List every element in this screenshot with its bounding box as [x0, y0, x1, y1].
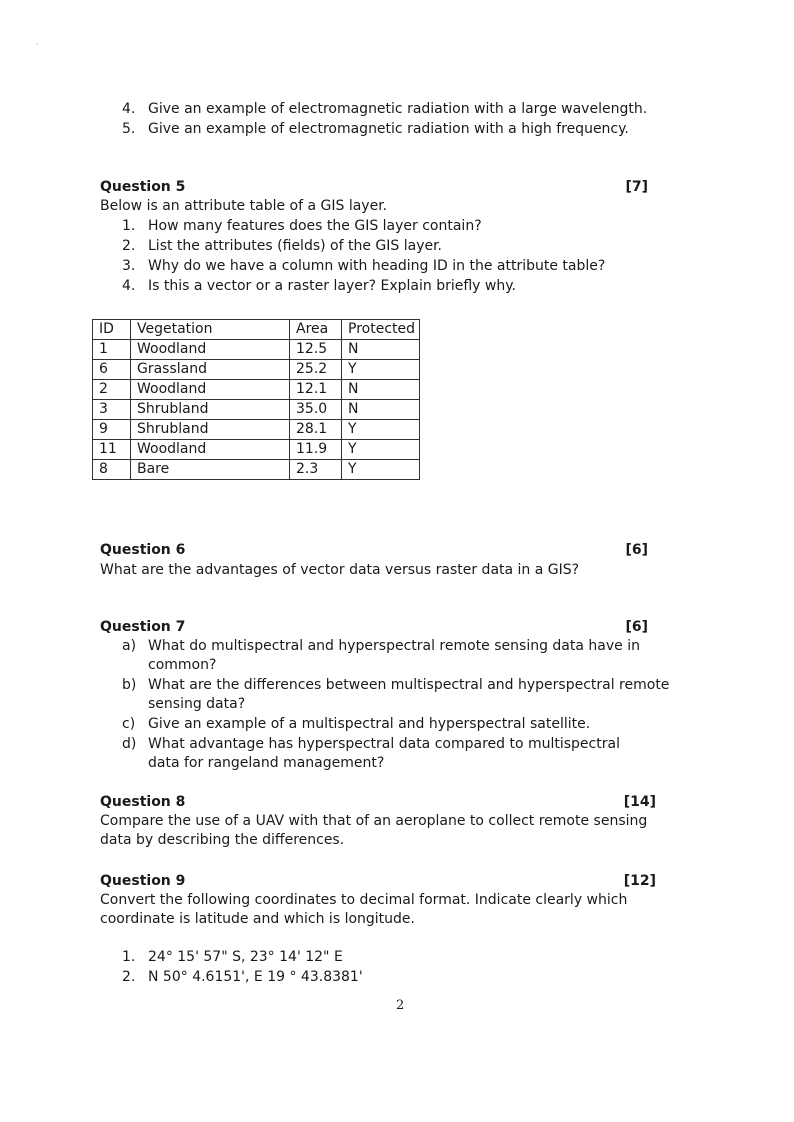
- question-7-list: [122, 637, 692, 774]
- question-9-heading: Question 9 [12]: [100, 873, 656, 889]
- table-cell: 8: [93, 460, 131, 480]
- question-5-marks: [7]: [625, 179, 648, 195]
- table-cell: Woodland: [131, 380, 290, 400]
- list-item: 1. 24° 15' 57" S, 23° 14' 12" E: [122, 949, 343, 965]
- question-5-list: [122, 216, 605, 296]
- list-item: 2. N 50° 4.6151', E 19 ° 43.8381': [122, 969, 363, 985]
- question-9-text: Convert the following coordinates to decimal format. Indicate clearly which coordinate is latitude and which is longitude.: [100, 892, 628, 927]
- table-cell: 9: [93, 420, 131, 440]
- table-cell: Y: [342, 360, 420, 380]
- list-item: 3. Why do we have a column with heading ID in the attribute table?: [122, 258, 606, 274]
- list-item: 1. How many features does the GIS layer contain?: [122, 218, 482, 234]
- table-cell: N: [342, 340, 420, 360]
- table-cell: 12.5: [290, 340, 342, 360]
- table-row: [93, 360, 420, 380]
- table-cell: Y: [342, 460, 420, 480]
- list-item: a) What do multispectral and hyperspectral remote sensing data have in common?: [122, 638, 640, 673]
- table-cell: 25.2: [290, 360, 342, 380]
- table-row: [93, 420, 420, 440]
- table-row: [93, 340, 420, 360]
- attribute-table: [92, 319, 420, 480]
- question-6-marks: [6]: [625, 542, 648, 558]
- question-9-marks: [12]: [623, 873, 656, 889]
- column-header: ID: [93, 320, 131, 340]
- list-item: b) What are the differences between multispectral and hyperspectral remote sensing data?: [122, 677, 670, 712]
- table-row: [93, 380, 420, 400]
- list-item: 2. List the attributes (fields) of the GIS layer.: [122, 238, 443, 254]
- question-4-continued-list: [122, 99, 647, 139]
- question-5-intro: Below is an attribute table of a GIS layer.: [100, 198, 388, 214]
- table-row: [93, 440, 420, 460]
- question-7-marks: [6]: [625, 619, 648, 635]
- table-cell: Woodland: [131, 440, 290, 460]
- table-cell: Bare: [131, 460, 290, 480]
- table-cell: Y: [342, 420, 420, 440]
- table-cell: 3: [93, 400, 131, 420]
- table-row: [93, 400, 420, 420]
- column-header: Area: [290, 320, 342, 340]
- scan-speck: ·: [36, 40, 39, 50]
- question-6-heading: Question 6 [6]: [100, 542, 648, 558]
- table-cell: N: [342, 380, 420, 400]
- question-5-heading: Question 5 [7]: [100, 179, 648, 195]
- table-cell: Woodland: [131, 340, 290, 360]
- table-cell: Shrubland: [131, 400, 290, 420]
- question-8-text: Compare the use of a UAV with that of an aeroplane to collect remote sensing data by describing the differences.: [100, 813, 648, 848]
- column-header: Protected: [342, 320, 420, 340]
- table-cell: 35.0: [290, 400, 342, 420]
- table-cell: 6: [93, 360, 131, 380]
- table-cell: 28.1: [290, 420, 342, 440]
- question-8-marks: [14]: [623, 794, 656, 810]
- list-item: c) Give an example of a multispectral and hyperspectral satellite.: [122, 716, 591, 732]
- table-header-row: [93, 320, 420, 340]
- table-cell: 11: [93, 440, 131, 460]
- table-row: [93, 460, 420, 480]
- page-number: 2: [396, 998, 405, 1013]
- list-item: d) What advantage has hyperspectral data compared to multispectral data for rangeland management?: [122, 736, 620, 771]
- table-cell: 2.3: [290, 460, 342, 480]
- table-cell: 11.9: [290, 440, 342, 460]
- question-7-heading: Question 7 [6]: [100, 619, 648, 635]
- list-item: 5. Give an example of electromagnetic radiation with a high frequency.: [122, 121, 629, 137]
- question-8-heading: Question 8 [14]: [100, 794, 656, 810]
- list-item: 4. Give an example of electromagnetic radiation with a large wavelength.: [122, 101, 648, 117]
- table-cell: Shrubland: [131, 420, 290, 440]
- question-9-list: [122, 947, 363, 987]
- list-item: 4. Is this a vector or a raster layer? Explain briefly why.: [122, 278, 516, 294]
- table-cell: 2: [93, 380, 131, 400]
- table-cell: 12.1: [290, 380, 342, 400]
- column-header: Vegetation: [131, 320, 290, 340]
- table-cell: Grassland: [131, 360, 290, 380]
- table-cell: Y: [342, 440, 420, 460]
- table-cell: N: [342, 400, 420, 420]
- question-6-text: What are the advantages of vector data versus raster data in a GIS?: [100, 562, 580, 578]
- table-cell: 1: [93, 340, 131, 360]
